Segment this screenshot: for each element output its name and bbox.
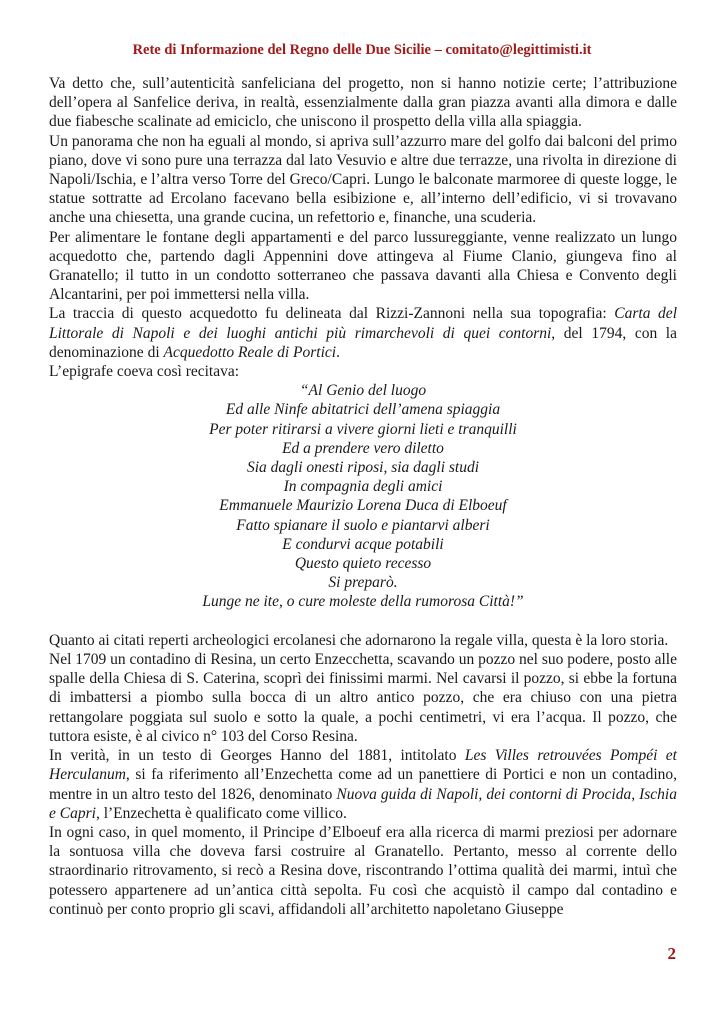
poem-line: Lunge ne ite, o cure moleste della rumorosa Città!” xyxy=(202,593,524,611)
poem-line: E condurvi acque potabili xyxy=(282,535,444,553)
epigraph-poem xyxy=(49,381,677,611)
paragraph-8-text-e: , l’Enzechetta è qualificato come villico. xyxy=(95,804,347,822)
page-number: 2 xyxy=(667,944,676,963)
paragraph-8-text-c: , si fa riferimento all’Enzechetta come ad un panettiere di Portici e non un contadino, mentre in un altro testo del 1826, denominato xyxy=(49,766,677,803)
poem-line: Ed alle Ninfe abitatrici dell’amena spiaggia xyxy=(225,401,501,419)
paragraph-6: Quanto ai citati reperti archeologici ercolanesi che adornarono la regale villa, questa è la loro storia. xyxy=(49,631,669,649)
paragraph-8-title-villes: Les Villes retrouvées Pompéi et Herculanum xyxy=(49,747,677,784)
poem-line: Si preparò. xyxy=(328,574,398,592)
paragraph-4-title-carta: Carta del Littorale di Napoli e dei luoghi antichi più rimarchevoli di quei contorni xyxy=(49,305,677,342)
paragraph-4-text-c: , del 1794, con la denominazione di xyxy=(49,324,677,361)
paragraph-4-title-acquedotto: Acquedotto Reale di Portici xyxy=(163,343,337,361)
poem-line: Questo quieto recesso xyxy=(294,555,432,573)
paragraph-7: Nel 1709 un contadino di Resina, un certo Enzecchetta, scavando un pozzo nel suo podere, posto alle spalle della Chiesa di S. Caterina, scoprì dei finissimi marmi. Nel cavarsi il pozzo, si ebbe la fortuna di imbattersi a piombo sulla bocca di un altro antico pozzo, che era chiuso con una pietra rettangolare poggiata sul suolo e sotto la quale, a pochi centimetri, vi era l’acqua. Il pozzo, che tuttora esiste, è al civico n° 103 del Corso Resina. xyxy=(49,651,677,745)
body-text xyxy=(49,74,677,919)
poem-line: In compagnia degli amici xyxy=(283,478,443,496)
poem-line: Fatto spianare il suolo e piantarvi alberi xyxy=(236,516,490,534)
poem-line: Sia dagli onesti riposi, sia dagli studi xyxy=(246,459,480,477)
paragraph-8-text-a: In verità, in un testo di Georges Hanno del 1881, intitolato xyxy=(49,747,465,765)
page-header: Rete di Informazione del Regno delle Due Sicilie – comitato@legittimisti.it xyxy=(132,42,592,58)
poem-line: Emmanuele Maurizio Lorena Duca di Elboeuf xyxy=(219,497,507,515)
poem-line: Per poter ritirarsi a vivere giorni lieti e tranquilli xyxy=(209,420,517,438)
paragraph-3: Per alimentare le fontane degli appartamenti e del parco lussureggiante, venne realizzato un lungo acquedotto che, partendo dagli Appennini dove attingeva al Fiume Clanio, giungeva fino al Granatello; il tutto in un condotto sotterraneo che passava davanti alla Chiesa e Convento degli Alcantarini, per poi immettersi nella villa. xyxy=(49,228,677,304)
blank-line xyxy=(49,612,677,631)
paragraph-8-title-guida: Nuova guida di Napoli, dei contorni di Procida, Ischia e Capri xyxy=(49,785,677,822)
paragraph-4 xyxy=(49,304,677,362)
paragraph-8 xyxy=(49,746,677,823)
paragraph-1: Va detto che, sull’autenticità sanfeliciana del progetto, non si hanno notizie certe; l’attribuzione dell’opera al Sanfelice deriva, in realtà, essenzialmente dalla gran piazza avanti alla dimora e dalle due fiabesche scalinate ad emiciclo, che uniscono il prospetto della villa alla spiaggia. xyxy=(49,75,677,131)
paragraph-2: Un panorama che non ha eguali al mondo, si apriva sull’azzurro mare del golfo dai balconi del primo piano, dove vi sono pure una terrazza dal lato Vesuvio e altre due terrazze, una rivolta in direzione di Napoli/Ischia, e l’altra verso Torre del Greco/Capri. Lungo le balconate marmoree di queste logge, le statue sottratte ad Ercolano facevano bella esibizione e, all’interno dell’edificio, vi si trovavano anche una chiesetta, una grande cucina, un refettorio e, finanche, una scuderia. xyxy=(49,132,677,227)
poem-line: “Al Genio del luogo xyxy=(299,382,427,400)
poem-line: Ed a prendere vero diletto xyxy=(282,439,444,457)
paragraph-4-text-e: . xyxy=(336,343,340,361)
paragraph-9: In ogni caso, in quel momento, il Principe d’Elboeuf era alla ricerca di marmi preziosi per adornare la sontuosa villa che doveva farsi costruire al Granatello. Pertanto, messo al corrente dello straordinario ritrovamento, si recò a Resina dove, riscontrando l’ottima qualità dei marmi, intuì che potessero appartenere ad un’antica città sepolta. Fu così che acquistò il campo dal contadino e continuò per conto proprio gli scavi, affidandoli all’architetto napoletano Giuseppe xyxy=(49,823,677,918)
paragraph-4-text-a: La traccia di questo acquedotto fu delineata dal Rizzi-Zannoni nella sua topografia: xyxy=(49,305,615,323)
paragraph-5: L’epigrafe coeva così recitava: xyxy=(49,363,240,381)
